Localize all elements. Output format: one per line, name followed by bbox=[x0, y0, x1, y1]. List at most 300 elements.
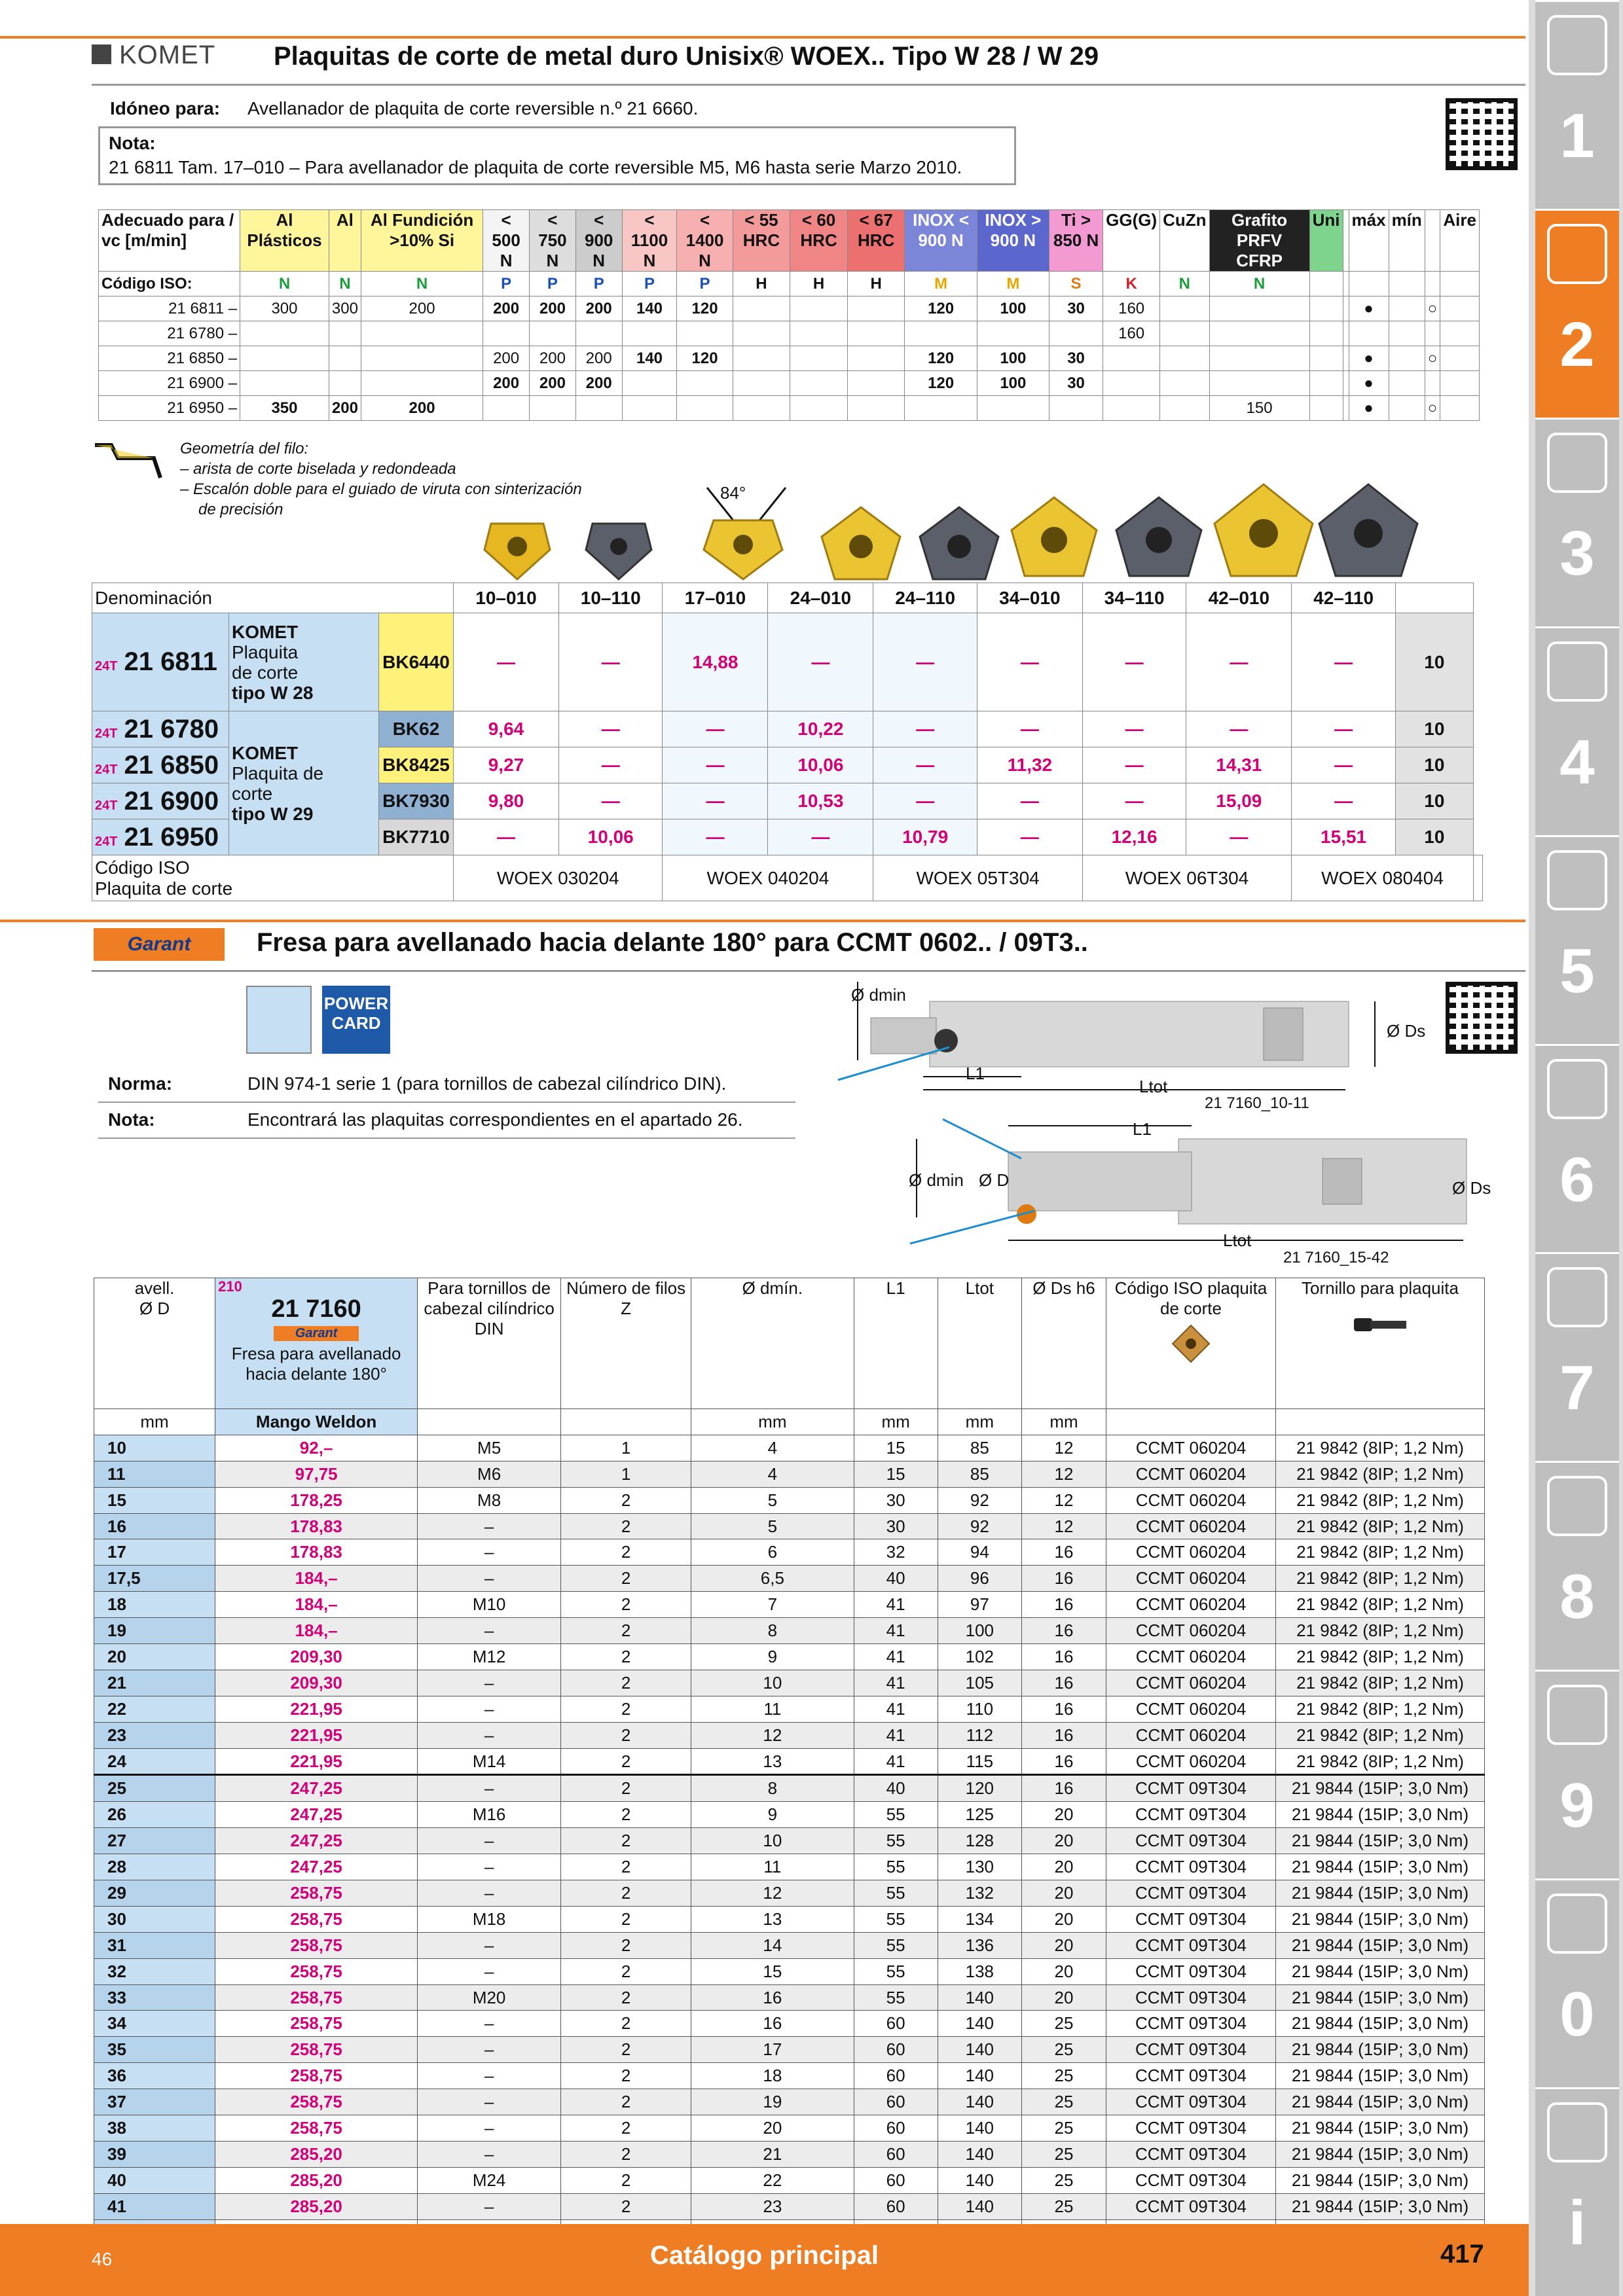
table-cell: – bbox=[418, 2037, 561, 2063]
section1-rule bbox=[92, 84, 1525, 86]
table-cell: CCMT 09T304 bbox=[1106, 2141, 1276, 2167]
table-cell: 12 bbox=[691, 1880, 854, 1907]
mat-h8: < 1400 N bbox=[677, 210, 733, 272]
table-cell: 19 bbox=[94, 1618, 215, 1644]
table-cell: – bbox=[418, 1828, 561, 1854]
table-cell: 140 bbox=[938, 1984, 1021, 2011]
table-cell: 92,– bbox=[215, 1435, 418, 1461]
table-cell: 2 bbox=[561, 1670, 691, 1696]
geometry-line-1: – arista de corte biselada y redondeada bbox=[180, 460, 456, 478]
note2-rule bbox=[98, 1138, 795, 1139]
price-cell: — bbox=[768, 613, 873, 711]
materials-cell: ● bbox=[1349, 371, 1389, 396]
angle-label: 84° bbox=[720, 483, 746, 503]
table-cell: 140 bbox=[938, 2011, 1021, 2037]
materials-cell bbox=[733, 296, 790, 321]
chapter-number: 5 bbox=[1559, 935, 1595, 1006]
materials-cell bbox=[905, 321, 977, 346]
table-cell: 55 bbox=[854, 1828, 938, 1854]
denom-header-cell: 10–110 bbox=[558, 583, 663, 613]
iso-cell-7: P bbox=[622, 272, 677, 296]
table-cell: CCMT 060204 bbox=[1106, 1539, 1276, 1566]
product-desc-cell bbox=[229, 711, 379, 855]
iso-cell-10: H bbox=[790, 272, 848, 296]
note2-text: Encontrará las plaquitas correspondientes en el apartado 26. bbox=[247, 1109, 743, 1130]
table-cell: 21 9844 (15IP; 3,0 Nm) bbox=[1276, 1984, 1485, 2011]
denom-header-cell: 42–110 bbox=[1292, 583, 1396, 613]
pack-cell: 10 bbox=[1395, 783, 1473, 819]
table-cell: 138 bbox=[938, 1958, 1021, 1984]
power-card-badge bbox=[322, 986, 390, 1054]
price-cell: — bbox=[558, 613, 663, 711]
chapter-tab-9[interactable] bbox=[1535, 1878, 1619, 2087]
h-code: 21 7160 bbox=[271, 1295, 361, 1323]
footer-page-number: 417 bbox=[1440, 2240, 1484, 2269]
table-cell: 21 9842 (8IP; 1,2 Nm) bbox=[1276, 1618, 1485, 1644]
materials-cell bbox=[240, 346, 329, 371]
materials-cell: 30 bbox=[1049, 296, 1103, 321]
chapter-tab-8[interactable] bbox=[1535, 1670, 1619, 1878]
materials-cell: 200 bbox=[361, 396, 483, 421]
table-cell: 60 bbox=[854, 2037, 938, 2063]
materials-cell: 200 bbox=[483, 296, 530, 321]
table-cell: 16 bbox=[691, 1984, 854, 2011]
d1-ltot: Ltot bbox=[1139, 1077, 1168, 1096]
table-cell: 92 bbox=[938, 1513, 1021, 1539]
materials-cell: 200 bbox=[575, 296, 622, 321]
note-label: Nota: bbox=[109, 133, 156, 153]
table-cell: – bbox=[418, 1775, 561, 1802]
table-cell: 17 bbox=[94, 1539, 215, 1566]
product-code-cell bbox=[92, 613, 229, 711]
price-cell: 10,53 bbox=[768, 783, 873, 819]
materials-cell bbox=[1160, 346, 1209, 371]
table-cell: 258,75 bbox=[215, 1906, 418, 1932]
table-cell: 258,75 bbox=[215, 2115, 418, 2142]
pack-cell: 10 bbox=[1395, 711, 1473, 747]
materials-cell bbox=[847, 346, 905, 371]
table-row bbox=[94, 1984, 1485, 2011]
mat-h22 bbox=[1425, 210, 1440, 272]
price-cell: — bbox=[663, 783, 768, 819]
table-cell: CCMT 060204 bbox=[1106, 1435, 1276, 1461]
denom-header-cell: 24–010 bbox=[768, 583, 873, 613]
product-code: 21 6850 bbox=[124, 750, 219, 780]
table-cell: 25 bbox=[1022, 2141, 1106, 2167]
materials-cell bbox=[1309, 346, 1343, 371]
komet-logo-icon bbox=[92, 45, 111, 64]
materials-cell bbox=[1209, 371, 1309, 396]
table-cell: 21 9844 (15IP; 3,0 Nm) bbox=[1276, 1906, 1485, 1932]
materials-cell bbox=[1440, 321, 1480, 346]
section1-title: Plaquitas de corte de metal duro Unisix® WOEX.. Tipo W 28 / W 29 bbox=[274, 42, 1099, 71]
materials-cell: 21 6950 – bbox=[99, 396, 240, 421]
materials-cell bbox=[483, 321, 530, 346]
materials-cell bbox=[977, 396, 1049, 421]
table-cell: M16 bbox=[418, 1802, 561, 1828]
table-cell: 2 bbox=[561, 1828, 691, 1854]
chapter-number: 1 bbox=[1559, 101, 1595, 171]
table-cell: 18 bbox=[94, 1592, 215, 1618]
materials-cell: 100 bbox=[977, 296, 1049, 321]
table-cell: 2 bbox=[561, 1487, 691, 1513]
materials-cell bbox=[1209, 346, 1309, 371]
materials-cell: 120 bbox=[905, 346, 977, 371]
product-desc-line: tipo W 28 bbox=[232, 682, 314, 703]
product-desc-cell bbox=[229, 613, 379, 711]
u-l1: mm bbox=[854, 1409, 938, 1435]
table-cell: 115 bbox=[938, 1748, 1021, 1775]
product-tag: 24T bbox=[95, 659, 118, 673]
table-cell: 22 bbox=[94, 1696, 215, 1722]
materials-row bbox=[99, 321, 1480, 346]
product-row bbox=[92, 613, 1483, 711]
mat-h7: < 1100 N bbox=[622, 210, 677, 272]
chapter-tab-5[interactable] bbox=[1535, 1044, 1619, 1253]
h-code-cell bbox=[215, 1278, 418, 1409]
qr-code-2-icon bbox=[1446, 982, 1518, 1054]
table-cell: CCMT 060204 bbox=[1106, 1696, 1276, 1722]
table-cell: 17,5 bbox=[94, 1566, 215, 1592]
table-row bbox=[94, 1592, 1485, 1618]
table-cell: CCMT 09T304 bbox=[1106, 1802, 1276, 1828]
table-cell: 55 bbox=[854, 1906, 938, 1932]
qr-code-icon bbox=[1446, 98, 1518, 170]
price-cell: — bbox=[977, 613, 1082, 711]
table-cell: 100 bbox=[938, 1618, 1021, 1644]
h-iso-label: Código ISO plaquita de corte bbox=[1114, 1278, 1267, 1318]
table-row bbox=[94, 2115, 1485, 2142]
product-code-cell bbox=[92, 783, 229, 819]
table-row bbox=[94, 1513, 1485, 1539]
table-cell: CCMT 09T304 bbox=[1106, 1906, 1276, 1932]
table-cell: 10 bbox=[691, 1670, 854, 1696]
price-cell: 11,32 bbox=[977, 747, 1082, 783]
table-cell: 40 bbox=[854, 1566, 938, 1592]
table-cell: CCMT 09T304 bbox=[1106, 1984, 1276, 2011]
table-cell: 23 bbox=[94, 1722, 215, 1748]
d2-ref: 21 7160_15-42 bbox=[1283, 1249, 1389, 1266]
iso-code-3: WOEX 05T304 bbox=[873, 855, 1082, 901]
price-cell: 10,06 bbox=[768, 747, 873, 783]
table-cell: 21 9844 (15IP; 3,0 Nm) bbox=[1276, 2193, 1485, 2219]
komet-brand: KOMET bbox=[119, 41, 216, 69]
price-cell: — bbox=[558, 711, 663, 747]
table-cell: M5 bbox=[418, 1435, 561, 1461]
table-cell: 2 bbox=[561, 2089, 691, 2115]
table-cell: 26 bbox=[94, 1802, 215, 1828]
materials-cell bbox=[790, 321, 848, 346]
table-cell: 41 bbox=[854, 1722, 938, 1748]
pack-icon bbox=[1395, 583, 1473, 613]
table-cell: M12 bbox=[418, 1644, 561, 1670]
top-rule bbox=[0, 36, 1525, 39]
cutter-header-row bbox=[94, 1278, 1485, 1409]
mat-h18: Uni bbox=[1309, 210, 1343, 272]
materials-cell bbox=[329, 346, 361, 371]
table-cell: 2 bbox=[561, 1539, 691, 1566]
chapter-tab-2[interactable] bbox=[1535, 418, 1619, 626]
materials-cell bbox=[1343, 346, 1349, 371]
materials-cell bbox=[1343, 396, 1349, 421]
chapter-2-icon bbox=[1547, 433, 1607, 493]
table-cell: 21 9844 (15IP; 3,0 Nm) bbox=[1276, 2089, 1485, 2115]
price-cell: — bbox=[873, 613, 977, 711]
iso-label-2: Plaquita de corte bbox=[95, 878, 233, 899]
materials-cell bbox=[905, 396, 977, 421]
iso-cell-21 bbox=[1389, 272, 1425, 296]
u-avell: mm bbox=[94, 1409, 215, 1435]
footer-bar bbox=[0, 2224, 1529, 2296]
materials-cell bbox=[677, 321, 733, 346]
table-cell: 55 bbox=[854, 1880, 938, 1907]
table-cell: 16 bbox=[1022, 1566, 1106, 1592]
table-cell: 60 bbox=[854, 2063, 938, 2089]
price-cell: — bbox=[663, 747, 768, 783]
materials-cell: 120 bbox=[677, 296, 733, 321]
geometry-line-3: de precisión bbox=[198, 501, 283, 518]
table-cell: CCMT 060204 bbox=[1106, 1487, 1276, 1513]
mat-h15: GG(G) bbox=[1103, 210, 1160, 272]
table-cell: 32 bbox=[94, 1958, 215, 1984]
table-cell: 21 9842 (8IP; 1,2 Nm) bbox=[1276, 1461, 1485, 1487]
chapter-number: 7 bbox=[1559, 1353, 1595, 1424]
u-screw bbox=[418, 1409, 561, 1435]
h-code-desc: Fresa para avellanado hacia delante 180° bbox=[231, 1344, 401, 1384]
materials-cell bbox=[733, 371, 790, 396]
table-cell: 11 bbox=[691, 1696, 854, 1722]
price-cell: — bbox=[1292, 747, 1396, 783]
price-cell: — bbox=[1292, 783, 1396, 819]
table-cell: 41 bbox=[94, 2193, 215, 2219]
table-cell: 2 bbox=[561, 2115, 691, 2142]
table-cell: 21 9844 (15IP; 3,0 Nm) bbox=[1276, 1958, 1485, 1984]
table-cell: 15 bbox=[691, 1958, 854, 1984]
table-cell: 178,83 bbox=[215, 1539, 418, 1566]
price-cell: — bbox=[873, 783, 977, 819]
table-cell: 112 bbox=[938, 1722, 1021, 1748]
mat-h12: INOX < 900 N bbox=[905, 210, 977, 272]
price-cell: — bbox=[558, 783, 663, 819]
materials-cell: 21 6811 – bbox=[99, 296, 240, 321]
units-row bbox=[94, 1409, 1485, 1435]
iso-cell-0: Código ISO: bbox=[99, 272, 240, 296]
materials-cell bbox=[1349, 321, 1389, 346]
materials-cell: ● bbox=[1349, 346, 1389, 371]
materials-cell bbox=[530, 396, 576, 421]
denom-header-cell: Denominación bbox=[92, 583, 454, 613]
table-cell: 27 bbox=[94, 1828, 215, 1854]
materials-row bbox=[99, 371, 1480, 396]
materials-cell: ○ bbox=[1425, 346, 1440, 371]
price-cell: 9,64 bbox=[454, 711, 559, 747]
table-cell: CCMT 060204 bbox=[1106, 1461, 1276, 1487]
materials-cell: ○ bbox=[1425, 396, 1440, 421]
price-cell: — bbox=[1186, 819, 1292, 855]
materials-cell bbox=[1103, 346, 1160, 371]
chapter-3-icon bbox=[1547, 641, 1607, 702]
table-cell: 6,5 bbox=[691, 1566, 854, 1592]
materials-cell bbox=[1309, 296, 1343, 321]
d1-ds: Ø Ds bbox=[1387, 1021, 1426, 1041]
table-cell: CCMT 060204 bbox=[1106, 1566, 1276, 1592]
table-cell: 14 bbox=[691, 1932, 854, 1958]
table-cell: – bbox=[418, 1696, 561, 1722]
table-cell: 21 9842 (8IP; 1,2 Nm) bbox=[1276, 1670, 1485, 1696]
table-row bbox=[94, 1748, 1485, 1775]
product-code: 21 6780 bbox=[124, 714, 219, 744]
price-cell: — bbox=[873, 711, 977, 747]
table-cell: 110 bbox=[938, 1696, 1021, 1722]
table-cell: 60 bbox=[854, 2115, 938, 2142]
materials-cell bbox=[622, 321, 677, 346]
power-card-1: POWER bbox=[323, 994, 389, 1013]
h-garant-logo: Garant bbox=[274, 1326, 359, 1341]
h-ds: Ø Ds h6 bbox=[1022, 1278, 1106, 1409]
materials-cell bbox=[677, 371, 733, 396]
table-cell: 41 bbox=[854, 1670, 938, 1696]
materials-cell: 120 bbox=[677, 346, 733, 371]
chapter-tab-4[interactable] bbox=[1535, 835, 1619, 1044]
grade-cell: BK6440 bbox=[379, 613, 454, 711]
table-cell: 258,75 bbox=[215, 1880, 418, 1907]
table-cell: 25 bbox=[1022, 2115, 1106, 2142]
table-row bbox=[94, 1618, 1485, 1644]
product-row bbox=[92, 711, 1483, 747]
table-cell: 16 bbox=[1022, 1539, 1106, 1566]
chapter-tab-7[interactable] bbox=[1535, 1461, 1619, 1670]
table-cell: 20 bbox=[1022, 1932, 1106, 1958]
materials-cell: 21 6780 – bbox=[99, 321, 240, 346]
table-cell: 221,95 bbox=[215, 1722, 418, 1748]
materials-cell: 200 bbox=[483, 371, 530, 396]
table-cell: 5 bbox=[691, 1513, 854, 1539]
table-cell: 2 bbox=[561, 2063, 691, 2089]
mat-h19 bbox=[1343, 210, 1349, 272]
mat-h5: < 750 N bbox=[530, 210, 576, 272]
chapter-tab-1[interactable] bbox=[1535, 209, 1619, 418]
table-row bbox=[94, 1644, 1485, 1670]
price-cell: 9,80 bbox=[454, 783, 559, 819]
tool-drawing-small bbox=[812, 982, 1440, 1113]
table-cell: 17 bbox=[691, 2037, 854, 2063]
table-row bbox=[94, 2063, 1485, 2089]
table-row bbox=[94, 2037, 1485, 2063]
iso-cell-1: N bbox=[240, 272, 329, 296]
iso-cell-23 bbox=[1440, 272, 1480, 296]
chapter-number: 4 bbox=[1559, 726, 1595, 797]
iso-code-2: WOEX 040204 bbox=[663, 855, 873, 901]
table-cell: 2 bbox=[561, 1644, 691, 1670]
table-cell: 247,25 bbox=[215, 1828, 418, 1854]
mat-h4: < 500 N bbox=[483, 210, 530, 272]
table-cell: – bbox=[418, 2011, 561, 2037]
table-cell: 21 bbox=[691, 2141, 854, 2167]
price-cell: — bbox=[1082, 783, 1186, 819]
table-cell: 31 bbox=[94, 1932, 215, 1958]
product-desc-line: corte bbox=[232, 783, 273, 804]
product-desc-line: KOMET bbox=[232, 621, 299, 642]
table-cell: 24 bbox=[94, 1748, 215, 1775]
table-cell: CCMT 09T304 bbox=[1106, 1775, 1276, 1802]
chapter-0-icon bbox=[1547, 15, 1607, 75]
table-cell: 21 bbox=[94, 1670, 215, 1696]
table-cell: 21 9844 (15IP; 3,0 Nm) bbox=[1276, 2115, 1485, 2142]
table-cell: CCMT 09T304 bbox=[1106, 1828, 1276, 1854]
table-row bbox=[94, 1854, 1485, 1880]
table-cell: 247,25 bbox=[215, 1802, 418, 1828]
iso-codes-row bbox=[92, 855, 1483, 901]
iso-cell-19 bbox=[1343, 272, 1349, 296]
table-cell: 25 bbox=[1022, 2089, 1106, 2115]
table-cell: 136 bbox=[938, 1932, 1021, 1958]
d1-ref: 21 7160_10-11 bbox=[1205, 1094, 1309, 1112]
table-cell: 35 bbox=[94, 2037, 215, 2063]
u-teeth bbox=[561, 1409, 691, 1435]
iso-label-cell bbox=[92, 855, 454, 901]
insert-yellow-34-icon bbox=[1008, 494, 1100, 579]
price-cell: — bbox=[663, 819, 768, 855]
table-cell: 120 bbox=[938, 1775, 1021, 1802]
table-cell: 41 bbox=[854, 1748, 938, 1775]
price-cell: — bbox=[1082, 711, 1186, 747]
price-cell: — bbox=[558, 747, 663, 783]
table-cell: 21 9842 (8IP; 1,2 Nm) bbox=[1276, 1513, 1485, 1539]
table-row bbox=[94, 1487, 1485, 1513]
chapter-tab-0[interactable] bbox=[1535, 0, 1619, 209]
table-cell: – bbox=[418, 1854, 561, 1880]
chapter-tab-10[interactable] bbox=[1535, 2087, 1619, 2296]
table-cell: CCMT 09T304 bbox=[1106, 2063, 1276, 2089]
table-cell: 30 bbox=[94, 1906, 215, 1932]
materials-cell: 200 bbox=[530, 371, 576, 396]
materials-cell bbox=[1343, 371, 1349, 396]
product-tag: 24T bbox=[95, 834, 118, 849]
materials-cell: ● bbox=[1349, 296, 1389, 321]
chapter-tab-6[interactable] bbox=[1535, 1252, 1619, 1461]
table-cell: 21 9842 (8IP; 1,2 Nm) bbox=[1276, 1487, 1485, 1513]
table-cell: M6 bbox=[418, 1461, 561, 1487]
mat-h20: máx bbox=[1349, 210, 1389, 272]
table-cell: CCMT 09T304 bbox=[1106, 2115, 1276, 2142]
table-cell: CCMT 09T304 bbox=[1106, 2089, 1276, 2115]
table-cell: 21 9842 (8IP; 1,2 Nm) bbox=[1276, 1644, 1485, 1670]
table-cell: CCMT 09T304 bbox=[1106, 2193, 1276, 2219]
mat-h14: Ti > 850 N bbox=[1049, 210, 1103, 272]
product-tag: 24T bbox=[95, 726, 118, 741]
table-cell: 25 bbox=[1022, 2063, 1106, 2089]
u-tornillo bbox=[1276, 1409, 1485, 1435]
table-cell: 15 bbox=[854, 1461, 938, 1487]
chapter-tab-3[interactable] bbox=[1535, 626, 1619, 835]
chapter-10-icon bbox=[1547, 2102, 1607, 2162]
iso-cell-14: S bbox=[1049, 272, 1103, 296]
geometry-block bbox=[180, 439, 582, 520]
table-cell: 11 bbox=[691, 1854, 854, 1880]
table-cell: 20 bbox=[1022, 1906, 1106, 1932]
table-cell: 60 bbox=[854, 2193, 938, 2219]
table-cell: 2 bbox=[561, 1566, 691, 1592]
materials-cell bbox=[1160, 371, 1209, 396]
product-code-cell bbox=[92, 819, 229, 855]
coolant-icon bbox=[246, 986, 312, 1054]
table-cell: – bbox=[418, 1958, 561, 1984]
table-cell: 258,75 bbox=[215, 1932, 418, 1958]
table-cell: 30 bbox=[854, 1487, 938, 1513]
materials-cell: ○ bbox=[1425, 296, 1440, 321]
table-cell: 16 bbox=[691, 2011, 854, 2037]
materials-cell bbox=[575, 396, 622, 421]
